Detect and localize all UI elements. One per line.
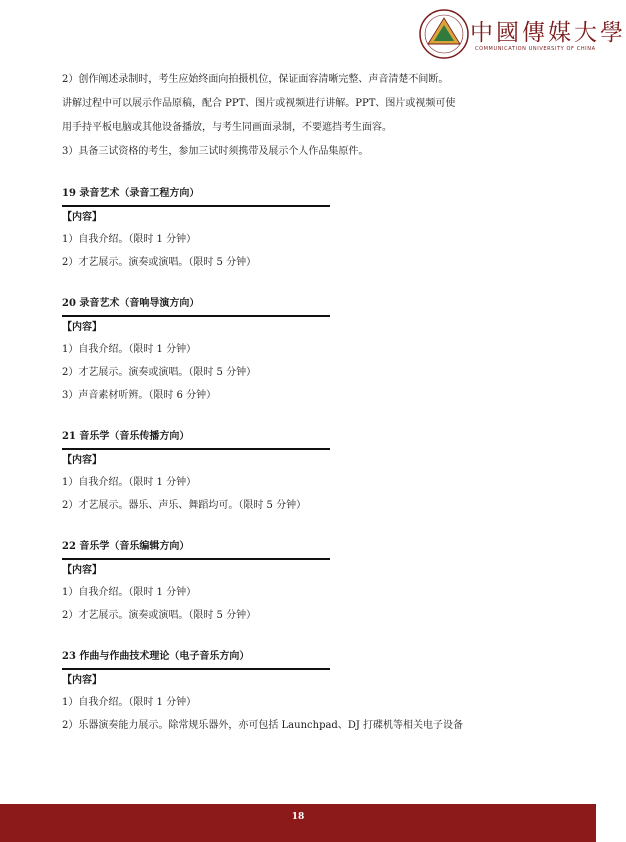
page-footer xyxy=(0,804,596,842)
paragraph-line: 用手持平板电脑或其他设备播放，与考生同画面录制，不要遮挡考生面容。 xyxy=(62,122,392,133)
content-label: 【内容】 xyxy=(62,455,102,466)
list-item: 1）自我介绍。（限时 1 分钟） xyxy=(62,697,197,708)
list-item: 2）乐器演奏能力展示。除常规乐器外，亦可包括 Launchpad、DJ 打碟机等相关电子设备 xyxy=(62,720,464,731)
section-title: 21 音乐学（音乐传播方向） xyxy=(62,426,330,450)
section-title: 22 音乐学（音乐编辑方向） xyxy=(62,536,330,560)
list-item: 1）自我介绍。（限时 1 分钟） xyxy=(62,477,197,488)
paragraph-line: 3）具备三试资格的考生，参加三试时须携带及展示个人作品集原件。 xyxy=(62,146,369,157)
page-content xyxy=(62,68,542,737)
list-item: 1）自我介绍。（限时 1 分钟） xyxy=(62,234,197,245)
content-label: 【内容】 xyxy=(62,212,102,223)
content-label: 【内容】 xyxy=(62,675,102,686)
section-22 xyxy=(62,536,542,627)
content-label: 【内容】 xyxy=(62,322,102,333)
list-item: 1）自我介绍。（限时 1 分钟） xyxy=(62,344,197,355)
section-20 xyxy=(62,293,542,407)
section-title: 20 录音艺术（音响导演方向） xyxy=(62,293,330,317)
logo-chinese-name: 中國傳媒大學 xyxy=(470,20,626,46)
university-logo xyxy=(418,8,626,60)
list-item: 2）才艺展示。演奏或演唱。（限时 5 分钟） xyxy=(62,257,257,268)
section-title: 19 录音艺术（录音工程方向） xyxy=(62,183,330,207)
university-emblem-icon xyxy=(418,8,470,60)
page-number: 18 xyxy=(291,812,305,822)
list-item: 3）声音素材听辨。（限时 6 分钟） xyxy=(62,390,217,401)
list-item: 2）才艺展示。演奏或演唱。（限时 5 分钟） xyxy=(62,610,257,621)
list-item: 2）才艺展示。演奏或演唱。（限时 5 分钟） xyxy=(62,367,257,378)
section-21 xyxy=(62,426,542,517)
section-23 xyxy=(62,646,542,737)
section-title: 23 作曲与作曲技术理论（电子音乐方向） xyxy=(62,646,330,670)
list-item: 2）才艺展示。器乐、声乐、舞蹈均可。（限时 5 分钟） xyxy=(62,500,307,511)
content-label: 【内容】 xyxy=(62,565,102,576)
paragraph-line: 2）创作阐述录制时，考生应始终面向拍摄机位，保证面容清晰完整、声音清楚不间断。 xyxy=(62,74,449,85)
paragraph-line: 讲解过程中可以展示作品原稿，配合 PPT、图片或视频进行讲解。PPT、图片或视频可使 xyxy=(62,98,456,109)
logo-english-name: COMMUNICATION UNIVERSITY OF CHINA xyxy=(475,46,596,52)
section-19 xyxy=(62,183,542,274)
list-item: 1）自我介绍。（限时 1 分钟） xyxy=(62,587,197,598)
